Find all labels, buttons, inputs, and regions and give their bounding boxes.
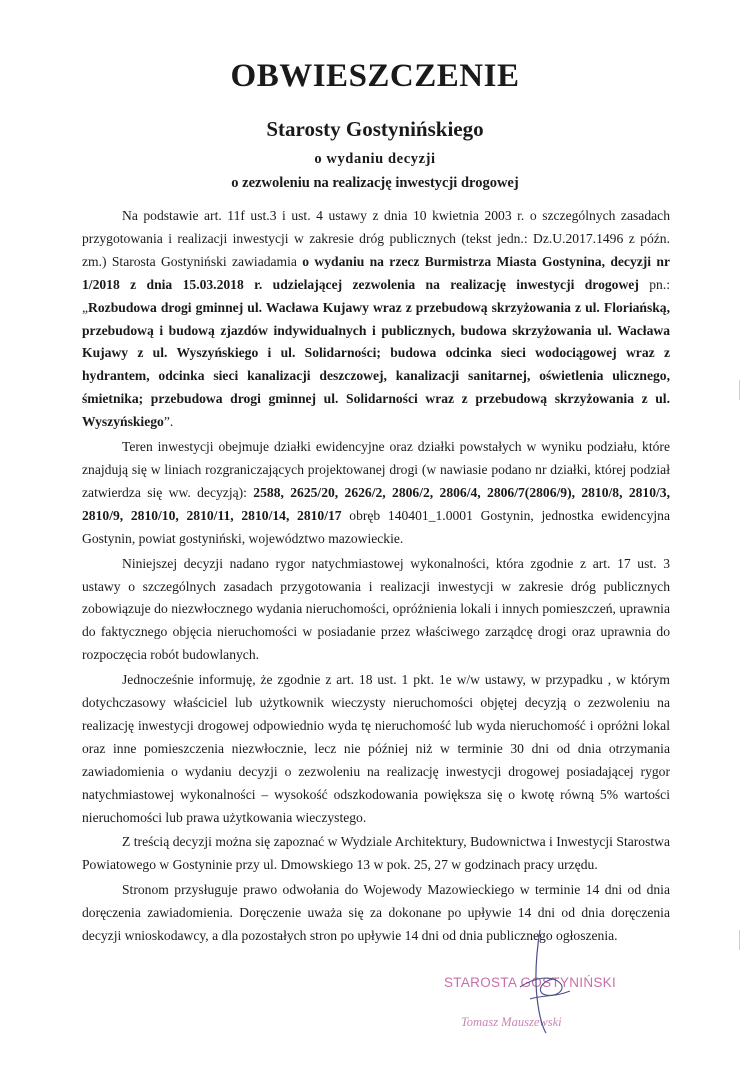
subject-line-2: o zezwoleniu na realizację inwestycji drogowej [231,175,519,191]
handwritten-signature [500,925,600,1035]
paragraph-text: Teren inwestycji obejmuje działki ewidencyjne oraz działki powstałych w wyniku podziału, które znajdują się w liniach rozgraniczających projektowanej drogi (w nawiasie podano nr działki, której podział zatwierdza się ww. decyzją): [82,439,670,500]
paragraph-parcels [82,436,670,551]
paragraph-text: obręb 140401_1.0001 Gostynin, jednostka ewidencyjna Gostynin, powiat gostyniński, województwo mazowieckie. [82,507,670,546]
page-title: OBWIESZCZENIE [230,58,520,94]
paragraph-text: ”. [163,414,174,430]
investment-name: Rozbudowa drogi gminnej ul. Wacława Kujawy wraz z przebudową skrzyżowania z ul. Floriańską, przebudową i budową zjazdów indywidualnych i publicznych, budowa skrzyżowania ul. Wacława Kujawy z ul. Wyszyńskiego i ul. Solidarności; budowa odcinka sieci wodociągowej wraz z hydrantem, odcinka sieci kanalizacji deszczowej, kanalizacji sanitarnej, oświetlenia ulicznego, śmietnika; przebudowa drogi gminnej ul. Solidarności wraz z przebudową skrzyżowania z ul. Wyszyńskiego [82,299,670,430]
subject-line-1: o wydaniu decyzji [314,151,436,167]
paragraph-enforceability: Niniejszej decyzji nadano rygor natychmiastowej wykonalności, która zgodnie z art. 17 ust. 3 ustawy o szczególnych zasadach przygotowania i realizacji inwestycji w zakresie dróg publicznych zobowiązuje do niezwłocznego wydania nieruchomości, opróżnienia lokali i innych pomieszczeń, uprawnia do faktycznego objęcia nieruchomości w posiadanie przez właściwego zarządcę drogi oraz uprawnia do rozpoczęcia robót budowlanych. [82,555,670,663]
parcel-numbers: 2588, 2625/20, 2626/2, 2806/2, 2806/4, 2806/7(2806/9), 2810/8, 2810/3, 2810/9, 2810/10, 2810/11, 2810/14, 2810/17 [82,484,671,523]
paragraph-compensation: Jednocześnie informuję, że zgodnie z art. 18 ust. 1 pkt. 1e w/w ustawy, w przypadku , w którym dotychczasowy właściciel lub użytkownik wieczysty nieruchomości objętej decyzją o zezwoleniu na realizację inwestycji drogowej odpowiednio wyda tę nieruchomość lub wyda nieruchomość i opróżni lokal oraz inne pomieszczenia niezwłocznie, lecz nie później niż w terminie 30 dni od dnia otrzymania zawiadomienia o wydaniu decyzji o zezwoleniu na realizację inwestycji drogowej posiadającej rygor natychmiastowej wykonalności – wysokość odszkodowania powiększa się o kwotę równą 5% wartości nieruchomości lub prawa użytkowania wieczystego. [82,672,670,825]
paragraph-inspection: Z treścią decyzji można się zapoznać w Wydziale Architektury, Budownictwa i Inwestycji Starostwa Powiatowego w Gostyninie przy ul. Dmowskiego 13 w pok. 25, 27 w godzinach pracy urzędu. [82,834,670,873]
scan-artifact [739,930,740,950]
paragraph-appeal: Stronom przysługuje prawo odwołania do Wojewody Mazowieckiego w terminie 14 dni od dnia doręczenia zawiadomienia. Doręczenie uważa się za dokonane po upływie 14 dni od dnia doręczenia decyzji wnioskodawcy, a dla pozostałych stron po upływie 14 dni od dnia publicznego ogłoszenia. [82,882,670,944]
scan-artifact [739,380,740,400]
stamp-signatory-name: Tomasz Mauszewski [461,1015,562,1029]
paragraph-text: Na podstawie art. 11f ust.3 i ust. 4 ustawy z dnia 10 kwietnia 2003 r. o szczególnych zasadach przygotowania i realizacji inwestycji w zakresie dróg publicznych (tekst jedn.: Dz.U.2017.1496 z późn. zm.) Starosta Gostyniński zawiadamia [82,208,670,269]
paragraph-decision-notice [82,205,670,434]
official-stamp: STAROSTA GOSTYNIŃSKI [444,975,617,990]
document-body [82,205,670,950]
page-subtitle: Starosty Gostynińskiego [266,117,484,141]
paragraph-bold-text: o wydaniu na rzecz Burmistrza Miasta Gostynina, decyzji nr 1/2018 z dnia 15.03.2018 r. udzielającej zezwolenia na realizację inwestycji drogowej [82,253,670,292]
paragraph-text: pn.: „ [82,276,670,315]
